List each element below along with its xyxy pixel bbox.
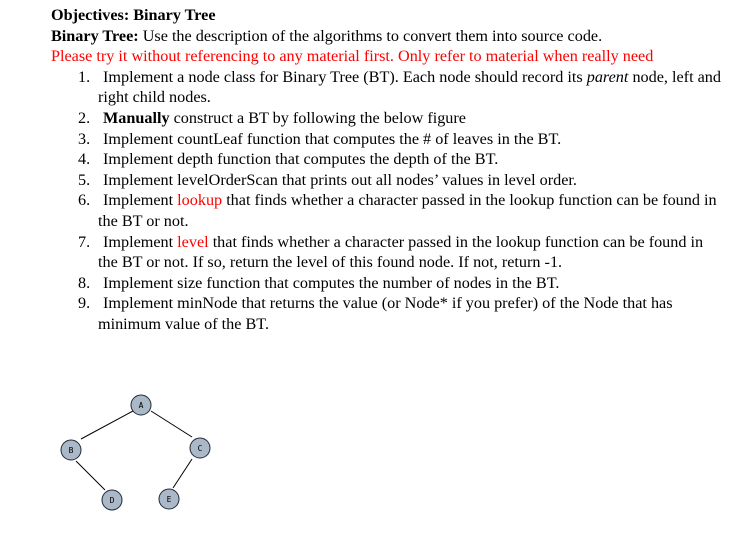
- task-text: Implement size function that computes the number of nodes in the BT.: [103, 273, 560, 292]
- task-item: [51, 190, 721, 231]
- task-number: 9.: [78, 294, 91, 313]
- task-text: [98, 190, 721, 231]
- task-number: 1.: [78, 67, 91, 86]
- task-item: [51, 232, 721, 273]
- task-text-part: Implement a node class for Binary Tree (BT). Each node should record its: [103, 67, 587, 86]
- task-text: Implement countLeaf function that computes the # of leaves in the BT.: [103, 129, 562, 148]
- task-text-part: Implement: [103, 232, 178, 251]
- task-text: [98, 232, 721, 273]
- task-keyword-lookup: lookup: [177, 191, 223, 210]
- node-label: C: [197, 444, 203, 453]
- task-item: [51, 129, 721, 150]
- task-item: [51, 170, 721, 191]
- task-number: 7.: [78, 232, 91, 251]
- task-text-part: construct a BT by following the below figure: [169, 108, 466, 127]
- task-keyword-level: level: [177, 232, 209, 251]
- node-label: A: [138, 401, 144, 410]
- objectives-title: Objectives: Binary Tree: [51, 6, 216, 24]
- task-number: 3.: [78, 129, 91, 148]
- binary-tree-label: Binary Tree:: [51, 26, 139, 45]
- binary-tree-intro: [51, 26, 721, 47]
- task-number: 4.: [78, 150, 91, 169]
- binary-tree-description: Use the description of the algorithms to convert them into source code.: [138, 26, 603, 45]
- task-text-part: Implement: [103, 191, 178, 210]
- task-number: 6.: [78, 191, 91, 210]
- task-number: 5.: [78, 170, 91, 189]
- task-number: 8.: [78, 273, 91, 292]
- task-item: [51, 67, 721, 108]
- edge-a-c: [151, 411, 192, 437]
- binary-tree-diagram: [49, 381, 213, 518]
- task-text: [98, 108, 721, 129]
- task-item: [51, 149, 721, 170]
- task-item: [51, 108, 721, 129]
- edge-c-e: [173, 459, 192, 488]
- task-text-part: node, left and right child nodes.: [98, 67, 721, 107]
- node-label: E: [166, 495, 172, 504]
- node-label: D: [109, 496, 115, 505]
- tree-node: [190, 438, 210, 458]
- task-item: [51, 273, 721, 294]
- task-item: [51, 293, 721, 334]
- edge-b-d: [76, 461, 105, 490]
- task-text-part: that finds whether a character passed in the lookup function can be found in the BT or not. If so, return the level of this found node. If not, return -1.: [98, 232, 704, 272]
- task-text-italic: parent: [586, 67, 629, 86]
- task-number: 2.: [78, 108, 91, 127]
- tree-edges: [76, 411, 192, 490]
- task-text: Implement levelOrderScan that prints out all nodes’ values in level order.: [103, 170, 577, 189]
- tree-node: [102, 490, 122, 510]
- tree-node: [131, 395, 151, 415]
- task-text: [98, 67, 721, 108]
- node-label: B: [68, 446, 74, 455]
- task-text-part: that finds whether a character passed in the lookup function can be found in the BT or not.: [98, 191, 717, 230]
- task-text: Implement depth function that computes the depth of the BT.: [103, 150, 499, 169]
- task-text-bold: Manually: [103, 108, 170, 127]
- binary-tree-figure: [49, 381, 213, 518]
- task-list: [51, 67, 721, 335]
- tree-node: [159, 489, 179, 509]
- task-text: Implement minNode that returns the value (or Node* if you prefer) of the Node that has minimum value of the BT.: [98, 294, 673, 333]
- edge-a-b: [81, 411, 133, 439]
- document-body: [51, 5, 721, 335]
- tree-node: [61, 440, 81, 460]
- reference-note: Please try it without referencing to any material first. Only refer to material when really need: [51, 47, 654, 66]
